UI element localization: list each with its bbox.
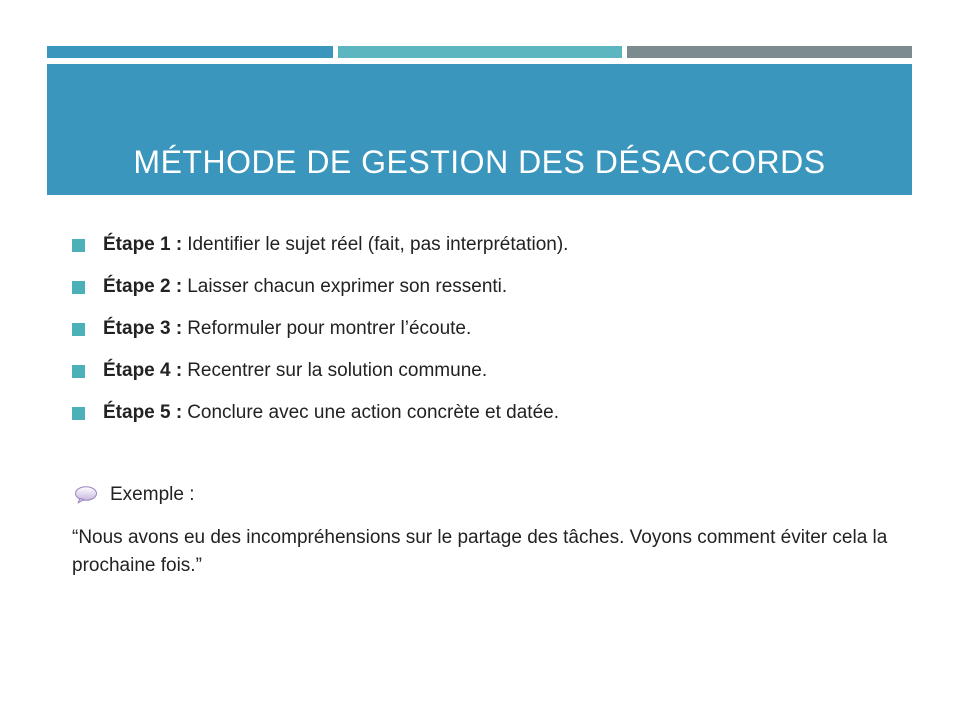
list-item xyxy=(72,308,902,350)
list-item xyxy=(72,266,902,308)
list-item xyxy=(72,392,902,434)
example-label: Exemple : xyxy=(110,484,195,505)
steps-list xyxy=(72,224,902,434)
accent-bar-blue xyxy=(47,46,333,58)
slide-title: MÉTHODE DE GESTION DES DÉSACCORDS xyxy=(133,144,826,180)
square-bullet-icon xyxy=(72,239,85,252)
square-bullet-icon xyxy=(72,281,85,294)
list-item xyxy=(72,350,902,392)
step-label: Étape 5 : xyxy=(103,402,183,423)
square-bullet-icon xyxy=(72,365,85,378)
step-text: Recentrer sur la solution commune. xyxy=(187,360,488,381)
step-text: Conclure avec une action concrète et datée. xyxy=(187,402,559,423)
square-bullet-icon xyxy=(72,407,85,420)
step-text: Laisser chacun exprimer son ressenti. xyxy=(187,276,508,297)
step-text: Reformuler pour montrer l’écoute. xyxy=(187,318,472,339)
step-label: Étape 3 : xyxy=(103,318,183,339)
speech-bubble-icon xyxy=(74,485,98,505)
step-text: Identifier le sujet réel (fait, pas interprétation). xyxy=(187,234,569,255)
square-bullet-icon xyxy=(72,323,85,336)
list-item xyxy=(72,224,902,266)
step-label: Étape 4 : xyxy=(103,360,183,381)
accent-bar-gray xyxy=(627,46,912,58)
accent-bar-teal xyxy=(338,46,622,58)
step-label: Étape 2 : xyxy=(103,276,183,297)
step-label: Étape 1 : xyxy=(103,234,183,255)
example-header xyxy=(74,480,194,510)
example-quote: “Nous avons eu des incompréhensions sur le partage des tâches. Voyons comment éviter cela la prochaine fois.” xyxy=(72,527,888,576)
